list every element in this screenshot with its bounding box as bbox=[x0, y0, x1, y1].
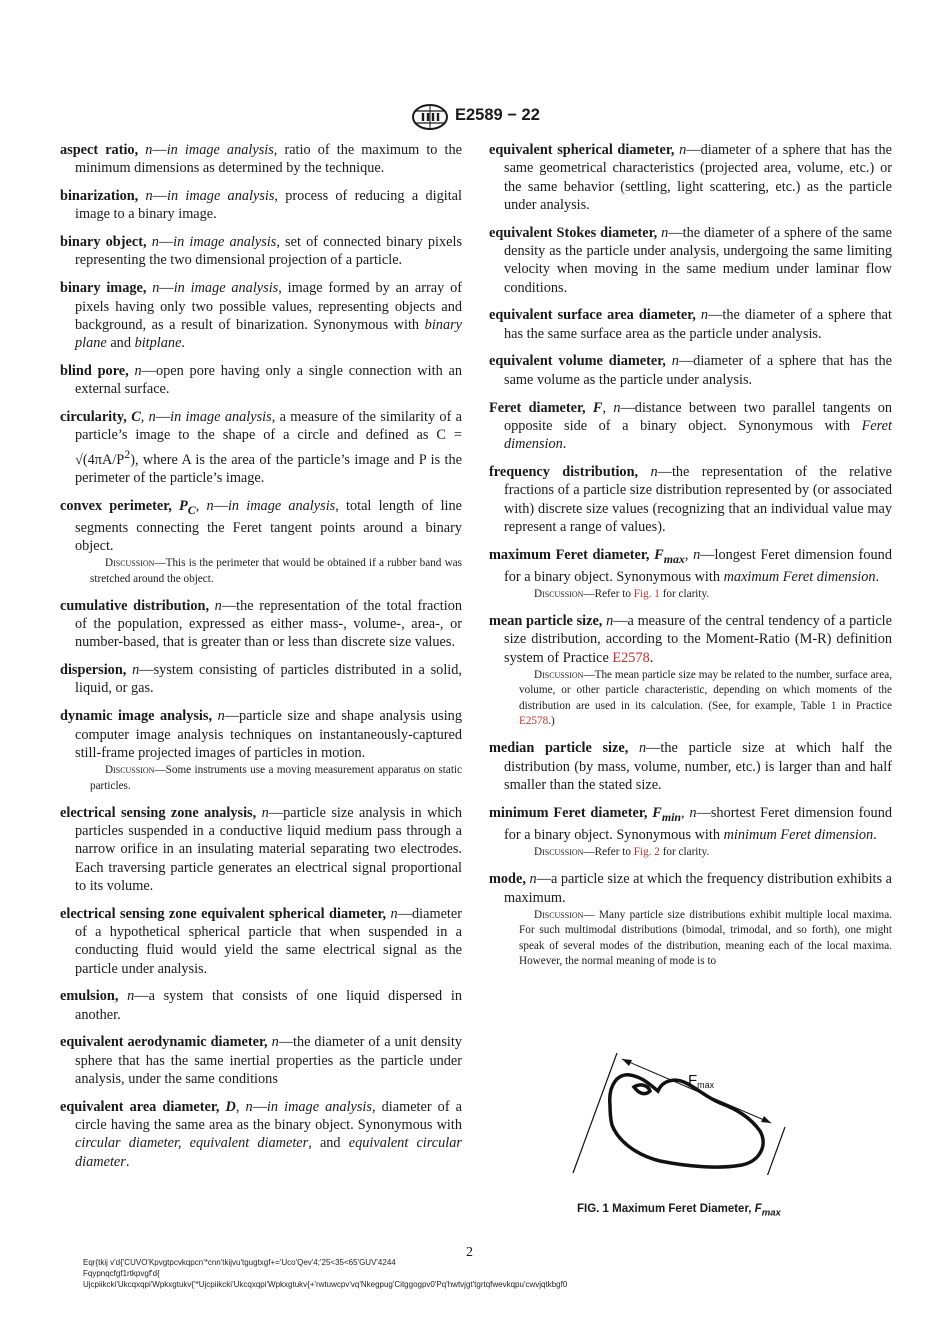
entry-symbol: D bbox=[225, 1098, 236, 1115]
entry-field: in image analysis bbox=[166, 188, 275, 205]
entry-end: . bbox=[875, 568, 880, 585]
entry-term: median particle size, bbox=[489, 740, 629, 757]
glossary-entry bbox=[60, 597, 462, 652]
entry-definition-b: ), where A is the area of the particle’s image and P is the perimeter of the particle’s image. bbox=[75, 451, 462, 486]
entry-term: electrical sensing zone equivalent spherical diameter, bbox=[60, 905, 387, 922]
entry-part-of-speech: n bbox=[152, 280, 160, 297]
figure-caption-symbol: F bbox=[754, 1203, 762, 1215]
entry-synonym: minimum Feret dimension bbox=[723, 827, 874, 844]
entry-term: equivalent area diameter, bbox=[60, 1098, 220, 1115]
entry-definition: —the diameter of a sphere of the same density as the particle under analysis, undergoing the same limiting velocity when moving in the same medium under laminar flow conditions. bbox=[504, 224, 892, 296]
entry-synonym: maximum Feret dimension bbox=[723, 568, 876, 585]
entry-term: blind pore, bbox=[60, 362, 129, 379]
discussion-label: Discussion bbox=[534, 908, 584, 921]
entry-definition: —diameter of a hypothetical spherical particle that when suspended in a conducting fluid would yield the same electrical signal as the particle under analysis. bbox=[75, 905, 462, 977]
entry-part-of-speech: n bbox=[700, 307, 709, 324]
entry-term: equivalent volume diameter, bbox=[489, 353, 666, 370]
glossary-entry bbox=[60, 804, 462, 895]
entry-part-of-speech: n bbox=[271, 1034, 279, 1051]
entry-term: convex perimeter, bbox=[60, 497, 172, 514]
entry-connector: , and bbox=[308, 1135, 349, 1152]
discussion-note bbox=[504, 908, 892, 970]
glossary-entry bbox=[489, 739, 892, 794]
glossary-entry: binarization, n—in image analysis, process of reducing a digital image to a binary image. bbox=[60, 188, 462, 223]
entry-definition: —the representation of the total fraction of the population, expressed as either mass-, volume-, area-, or number-based, that is greater than or less than discrete size values. bbox=[75, 597, 462, 651]
entry-part-of-speech: n bbox=[650, 463, 658, 480]
entry-field: in image analysis bbox=[227, 497, 336, 514]
entry-definition: —a measure of the central tendency of a particle size distribution, according to the Moment-Ratio (M-R) definition system of Practice bbox=[504, 613, 892, 666]
discussion-note bbox=[504, 587, 892, 603]
astm-logo-icon bbox=[410, 104, 450, 130]
page-number: 2 bbox=[466, 1245, 473, 1260]
entry-part-of-speech: n bbox=[679, 142, 687, 158]
entry-definition: —longest Feret dimension found for a binary object. Synonymous with bbox=[504, 546, 892, 585]
fmax-label: $F_{max}$ bbox=[688, 1072, 715, 1090]
entry-definition: —the particle size at which half the distribution (by mass, volume, number, etc.) is larger than and half smaller than the stated size. bbox=[504, 740, 892, 794]
entry-definition: , diameter of a circle having the same area as the binary object. Synonymous with bbox=[75, 1098, 462, 1134]
entry-definition: —the representation of the relative fractions of a particle size distribution represented by (or associated with) discrete size values (recognizing that an individual value may represent a range of values). bbox=[504, 463, 893, 535]
entry-part-of-speech: n bbox=[606, 613, 614, 630]
discussion-text: —Refer to bbox=[583, 588, 634, 601]
entry-field: in image analysis bbox=[173, 234, 277, 251]
entry-definition: , process of reducing a digital image to a binary image. bbox=[75, 188, 462, 223]
entry-term: Feret diameter, bbox=[489, 399, 586, 416]
discussion-after: for clarity. bbox=[659, 846, 710, 859]
entry-field: in image analysis bbox=[173, 280, 279, 297]
entry-definition-a: , a measure of the similarity of a particle’s image to the shape of a circle and defined as C = √(4πA/P bbox=[75, 409, 463, 468]
discussion-label: Discussion bbox=[534, 588, 584, 601]
entry-definition: —diameter of a sphere that has the same volume as the particle under analysis. bbox=[504, 353, 892, 388]
discussion-text: — Many particle size distributions exhibit multiple local maxima. For such multimodal distributions (bimodal, trimodal, and so forth), one might speak of several modes of the distribution, meaning each of the local maxima. However, the normal meaning of mode is to bbox=[519, 908, 892, 968]
glossary-entry: convex perimeter, $P_C$, n—in image analysis, total length of line segments connecting the Feret tangent points around a binary object. Discussion—This is the perimeter that would be obtained if a rubber band was stretched around the object. bbox=[60, 497, 462, 588]
entry-symbol: F bbox=[592, 399, 603, 416]
footer-line-3: Ujcpiikcki'Ukcqxqpi'Wpkxgtukv{'*Ujcpiikcki'Ukcqxqpi'Wpkxgtukv{+'rwtuwcpv'vq'Nkegpug'Citggogpv0'Pq'hwtvjgt'tgrtqfwevkqpu'cwvjqtkbgf0 bbox=[83, 1280, 568, 1289]
discussion-note bbox=[75, 763, 462, 794]
entry-definition: —a system that consists of one liquid dispersed in another. bbox=[75, 988, 463, 1023]
figure-caption bbox=[577, 1203, 781, 1218]
particle-outline bbox=[610, 1075, 763, 1167]
entry-part-of-speech: n bbox=[245, 1098, 253, 1115]
glossary-entry: circularity, C, n—in image analysis, a measure of the similarity of a particle’s image to the shape of a circle and defined as $C = √(4\pi A/P^2)$, where A is the area of the particle’s image and P is the perimeter of the particle’s image. bbox=[60, 409, 463, 486]
entry-term: minimum Feret diameter, bbox=[489, 804, 648, 821]
entry-synonym: binary plane bbox=[75, 316, 462, 352]
glossary-entry bbox=[489, 463, 892, 536]
entry-term: binary object, bbox=[60, 234, 147, 251]
entry-synonym: bitplane bbox=[134, 335, 182, 352]
glossary-entry bbox=[60, 905, 462, 978]
entry-part-of-speech: n bbox=[148, 409, 156, 426]
document-id: E2589 − 22 bbox=[455, 106, 540, 124]
entry-part-of-speech: n bbox=[214, 597, 222, 614]
entry-connector: and bbox=[106, 335, 135, 352]
entry-part-of-speech: n bbox=[390, 905, 398, 922]
left-column bbox=[60, 141, 462, 1180]
entry-definition: —the diameter of a sphere that has the same surface area as the particle under analysis. bbox=[504, 307, 892, 342]
discussion-text: —This is the perimeter that would be obtained if a rubber band was stretched around the object. bbox=[90, 557, 462, 585]
entry-symbol-wrap bbox=[179, 497, 196, 517]
entry-end: . bbox=[181, 335, 185, 352]
entry-symbol-subscript: C bbox=[187, 502, 196, 517]
glossary-entry: binary object, n—in image analysis, set of connected binary pixels representing the two dimensional projection of a particle. bbox=[60, 234, 463, 269]
discussion-note bbox=[504, 668, 892, 730]
entry-term: mean particle size, bbox=[489, 613, 603, 630]
entry-term: mode, bbox=[489, 871, 526, 888]
page-header bbox=[0, 104, 950, 130]
entry-part-of-speech: n bbox=[529, 871, 537, 888]
entry-term: circularity, bbox=[60, 409, 127, 426]
entry-part-of-speech: n bbox=[671, 353, 679, 370]
feret-diameter-figure bbox=[570, 1045, 830, 1175]
entry-symbol-wrap bbox=[226, 1099, 236, 1115]
glossary-entry bbox=[60, 1033, 462, 1088]
glossary-entry bbox=[489, 612, 892, 730]
glossary-entry bbox=[489, 870, 892, 970]
entry-term: equivalent spherical diameter, bbox=[489, 142, 675, 158]
entry-field: in image analysis bbox=[166, 142, 274, 158]
entry-part-of-speech: n bbox=[151, 234, 159, 251]
glossary-entry bbox=[60, 707, 462, 794]
entry-part-of-speech: n bbox=[638, 740, 647, 757]
entry-definition: —particle size and shape analysis using computer image analysis techniques on instantaneously-captured still-frame projected images of particles in motion. bbox=[75, 708, 462, 761]
glossary-entry: aspect ratio, n—in image analysis, ratio of the maximum to the minimum dimensions as determined by the technique. bbox=[60, 142, 463, 177]
entry-end: . bbox=[125, 1153, 130, 1170]
entry-symbol-wrap bbox=[593, 400, 603, 416]
glossary-entry: Feret diameter, F, n—distance between two parallel tangents on opposite side of a binary object. Synonymous with Feret dimension. bbox=[489, 399, 893, 453]
entry-end: . bbox=[649, 649, 654, 666]
entry-term: aspect ratio, bbox=[60, 142, 139, 158]
entry-symbol: F bbox=[652, 804, 662, 821]
glossary-entry bbox=[489, 352, 892, 389]
entry-part-of-speech: n bbox=[693, 546, 701, 563]
entry-term: equivalent aerodynamic diameter, bbox=[60, 1034, 268, 1051]
glossary-entry bbox=[489, 306, 892, 343]
discussion-after: for clarity. bbox=[659, 588, 710, 601]
entry-part-of-speech: n bbox=[261, 804, 269, 821]
entry-part-of-speech: n bbox=[661, 224, 669, 241]
entry-part-of-speech: n bbox=[132, 662, 140, 679]
entry-term: binarization, bbox=[60, 188, 139, 205]
glossary-entry: maximum Feret diameter, $F_{max}$, n—longest Feret dimension found for a binary object. Synonymous with maximum Feret dimension. Discussion—Refer to Fig. 1 for clarity. bbox=[489, 546, 892, 603]
entry-symbol: C bbox=[131, 409, 141, 426]
glossary-entry: minimum Feret diameter, $F_{min}$, n—shortest Feret dimension found for a binary object. Synonymous with minimum Feret dimension. Discussion—Refer to Fig. 2 for clarity. bbox=[489, 804, 892, 861]
entry-term: binary image, bbox=[60, 280, 147, 297]
glossary-entry bbox=[489, 224, 892, 297]
glossary-entry bbox=[60, 661, 462, 698]
entry-term: cumulative distribution, bbox=[60, 597, 210, 614]
entry-part-of-speech: n bbox=[689, 804, 697, 821]
entry-end: . bbox=[562, 436, 567, 453]
entry-part-of-speech: n bbox=[127, 988, 135, 1005]
discussion-label: Discussion bbox=[105, 764, 155, 777]
entry-symbol-wrap bbox=[654, 546, 685, 566]
entry-term: emulsion, bbox=[60, 988, 119, 1005]
entry-reference: E2578 bbox=[612, 649, 650, 666]
entry-symbol-wrap bbox=[652, 804, 682, 824]
entry-term: frequency distribution, bbox=[489, 463, 639, 480]
entry-end: . bbox=[873, 827, 877, 844]
discussion-note bbox=[75, 556, 462, 587]
entry-symbol-subscript: min bbox=[661, 809, 682, 824]
glossary-entry: binary image, n—in image analysis, image formed by an array of pixels having only two possible values, representing objects and background, as a result of binarization. Synonymous with binary plane and bitplane. bbox=[60, 280, 462, 352]
entry-definition: —distance between two parallel tangents on opposite side of a binary object. Synonymous with bbox=[504, 399, 893, 434]
entry-definition: —the diameter of a unit density sphere that has the same inertial properties as the particle under analysis, under the same conditions bbox=[75, 1034, 462, 1087]
discussion-text: —Refer to bbox=[583, 846, 634, 859]
entry-definition: —shortest Feret dimension found for a binary object. Synonymous with bbox=[504, 804, 893, 844]
entry-definition: , ratio of the maximum to the minimum dimensions as determined by the technique. bbox=[75, 142, 463, 177]
discussion-label: Discussion bbox=[105, 557, 155, 570]
discussion-reference: Fig. 2 bbox=[633, 846, 660, 859]
entry-term: maximum Feret diameter, bbox=[489, 546, 650, 563]
entry-part-of-speech: n bbox=[145, 188, 153, 205]
entry-superscript: 2 bbox=[124, 446, 131, 461]
glossary-entry bbox=[489, 141, 892, 214]
entry-field: in image analysis bbox=[170, 409, 272, 426]
figure-caption-subscript: max bbox=[761, 1207, 781, 1219]
discussion-reference: Fig. 1 bbox=[633, 588, 660, 601]
entry-definition: —diameter of a sphere that has the same geometrical characteristics (projected area, volume, etc.) or the same behavior (settling, light scattering, etc.) as the particle under analysis. bbox=[504, 142, 892, 213]
entry-part-of-speech: n bbox=[134, 362, 142, 379]
entry-symbol-wrap bbox=[131, 409, 141, 425]
discussion-reference: E2578 bbox=[519, 715, 549, 728]
entry-synonym: equivalent circular diameter bbox=[75, 1135, 462, 1170]
entry-definition: —open pore having only a single connection with an external surface. bbox=[75, 362, 463, 398]
entry-definition: —particle size analysis in which particles suspended in a conductive liquid medium pass through a narrow orifice in an insulating material separating two electrodes. Each traversing particle generates an electrical signal proportional to its volume. bbox=[75, 804, 463, 894]
discussion-text: —Some instruments use a moving measurement apparatus on static particles. bbox=[90, 764, 462, 792]
footer bbox=[83, 1257, 567, 1290]
entry-symbol: P bbox=[179, 497, 188, 514]
entry-definition: —a particle size at which the frequency distribution exhibits a maximum. bbox=[504, 871, 892, 906]
entry-term: dynamic image analysis, bbox=[60, 708, 213, 725]
entry-definition: , image formed by an array of pixels having only two possible values, representing objects and background, as a result of binarization. Synonymous with bbox=[75, 280, 462, 333]
glossary-entry bbox=[60, 362, 462, 399]
figure-caption-text: FIG. 1 Maximum Feret Diameter, bbox=[577, 1203, 755, 1215]
entry-symbol-subscript: max bbox=[663, 551, 685, 566]
entry-definition: , set of connected binary pixels representing the two dimensional projection of a particle. bbox=[75, 234, 463, 269]
entry-part-of-speech: n bbox=[145, 142, 153, 158]
arrow-head-right bbox=[761, 1116, 771, 1123]
glossary-entry bbox=[60, 987, 462, 1024]
entry-term: dispersion, bbox=[60, 662, 127, 679]
arrow-head-left bbox=[622, 1059, 632, 1066]
entry-part-of-speech: n bbox=[206, 497, 214, 514]
entry-synonym: circular diameter, equivalent diameter bbox=[75, 1135, 309, 1152]
entry-term: equivalent surface area diameter, bbox=[489, 307, 696, 324]
entry-part-of-speech: n bbox=[613, 399, 621, 416]
footer-line-2: Fqypnqcfgf1rtkpvgf'd{ bbox=[83, 1269, 160, 1278]
footer-line-1: Eqr{tkij v'd{'CUVO'Kpvgtpcvkqpcn'*cnn'tkijvu'tgugtxgf+='Uco'Qev'4;'25<35<65'GUV'4244 bbox=[83, 1258, 396, 1267]
discussion-note bbox=[504, 845, 892, 861]
entry-term: equivalent Stokes diameter, bbox=[489, 224, 658, 241]
entry-field: in image analysis bbox=[266, 1098, 372, 1115]
entry-synonym: Feret dimension bbox=[504, 417, 892, 453]
entry-part-of-speech: n bbox=[217, 708, 225, 725]
glossary-entry: equivalent area diameter, D, n—in image analysis, diameter of a circle having the same area as the binary object. Synonymous with circular diameter, equivalent diameter, and equivalent circular diameter. bbox=[60, 1098, 462, 1170]
discussion-after: .) bbox=[548, 715, 555, 728]
entry-definition: —system consisting of particles distributed in a solid, liquid, or gas. bbox=[75, 662, 462, 697]
entry-term: electrical sensing zone analysis, bbox=[60, 804, 257, 821]
discussion-text: —The mean particle size may be related to the number, surface area, volume, or other particle characteristic, depending on which moments of the distribution are used in its calculation. (See, for example, Table 1 in Practice bbox=[519, 668, 892, 712]
discussion-label: Discussion bbox=[534, 846, 584, 859]
entry-symbol: F bbox=[654, 546, 664, 563]
discussion-label: Discussion bbox=[534, 668, 584, 681]
right-column bbox=[489, 141, 892, 979]
entry-definition: , total length of line segments connecting the Feret tangent points around a binary object. bbox=[75, 497, 463, 554]
